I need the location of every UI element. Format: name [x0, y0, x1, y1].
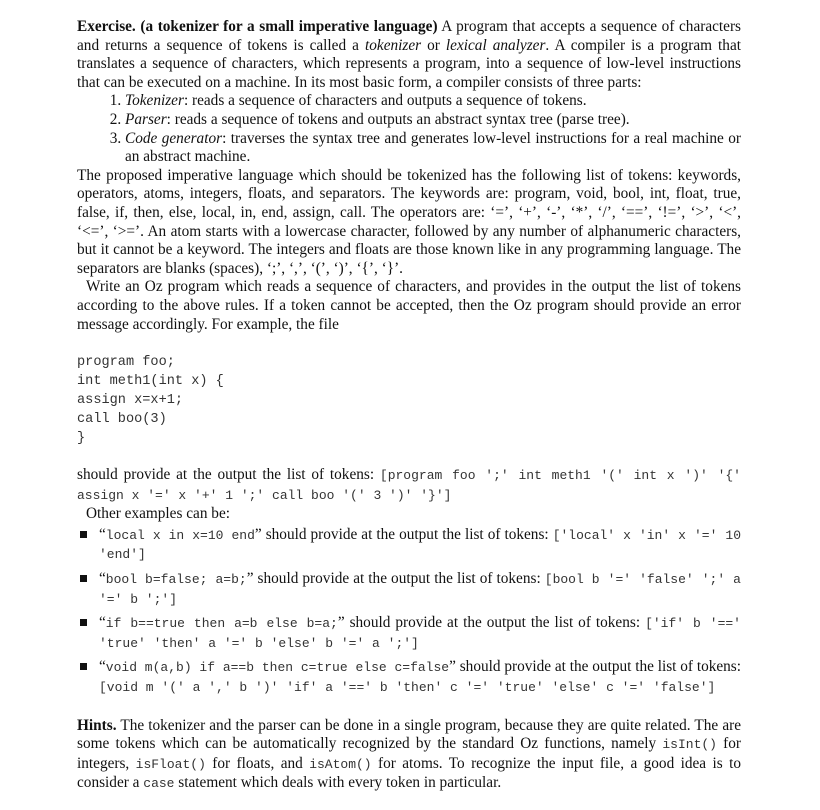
open-quote: “: [99, 525, 106, 543]
output-paragraph: [77, 466, 741, 505]
part-item: [125, 111, 741, 130]
code-line: assign x=x+1;: [77, 393, 184, 409]
other-examples-label: Other examples can be:: [86, 505, 230, 523]
example-item: [99, 526, 741, 565]
code-line: }: [77, 431, 86, 447]
example-input: if b==true then a=b else b=a;: [105, 616, 338, 632]
hints-text: for floats, and: [205, 754, 310, 772]
document-page: [77, 18, 741, 794]
hints-text: The tokenizer and the parser can be done in a single program, because they are quite related. The are some tokens which can be automatically recognized by the standard Oz functions, namely: [77, 716, 741, 753]
fn-isfloat: isFloat(): [135, 756, 206, 772]
example-tokens: [bool b '=' 'false' ';' a '=' b ';']: [99, 572, 741, 607]
part-term: Tokenizer: [125, 92, 184, 110]
example-input: void m(a,b) if a==b then c=true else c=false: [105, 660, 450, 676]
example-input: bool b=false; a=b;: [105, 572, 247, 588]
code-sample: [77, 353, 741, 448]
open-quote: “: [99, 658, 106, 676]
output-tokens: [program foo ';' int meth1 '(' int x ')' '{' assign x '=' x '+' 1 ';' call boo '(' 3 ')' '}']: [77, 468, 741, 503]
part-item: [125, 92, 741, 111]
kw-case: case: [143, 776, 175, 792]
open-quote: “: [99, 614, 106, 632]
example-item: [99, 570, 741, 609]
compiler-parts-list: [77, 92, 741, 166]
fn-isatom: isAtom(): [309, 756, 372, 772]
part-text: : reads a sequence of tokens and outputs an abstract syntax tree (parse tree).: [166, 110, 630, 128]
hints-heading: Hints.: [77, 716, 117, 734]
example-item: [99, 658, 741, 697]
example-input: local x in x=10 end: [105, 527, 255, 543]
bullet-icon: [80, 575, 87, 582]
part-item: [125, 130, 741, 167]
example-text: ” should provide at the output the list of tokens:: [337, 614, 646, 632]
example-text: ” should provide at the output the list of tokens:: [246, 570, 545, 588]
part-text: : reads a sequence of characters and outputs a sequence of tokens.: [183, 92, 587, 110]
intro-text-2: . A compiler is a program that translates a sequence of characters, which represents a program, into a sequence of low-level instructions that can be executed on a machine. In its most basic form, a compiler consists of three parts:: [77, 36, 741, 91]
fn-isint: isInt(): [662, 737, 717, 753]
bullet-icon: [80, 531, 87, 538]
code-line: program foo;: [77, 355, 175, 371]
example-text: ” should provide at the output the list of tokens:: [254, 525, 553, 543]
hints-paragraph: [77, 717, 741, 794]
part-term: Parser: [125, 110, 167, 128]
part-term: Code generator: [125, 129, 223, 147]
intro-or: or: [421, 36, 446, 54]
term-tokenizer: tokenizer: [365, 36, 422, 54]
example-tokens: [void m '(' a ',' b ')' 'if' a '==' b 'then' c '=' 'true' 'else' c '=' 'false']: [99, 680, 716, 696]
term-lexical-analyzer: lexical analyzer: [445, 36, 546, 54]
hints-text: for atoms. To recognize the input file, a good idea is to consider a: [77, 754, 741, 792]
example-item: [99, 614, 741, 653]
example-text: ” should provide at the output the list of tokens:: [449, 658, 742, 676]
example-tokens: ['if' b '==' 'true' 'then' a '=' b 'else' b '=' a ';']: [99, 616, 741, 651]
exercise-heading: Exercise. (a tokenizer for a small imperative language): [77, 18, 438, 35]
code-line: int meth1(int x) {: [77, 374, 224, 390]
code-line: call boo(3): [77, 412, 167, 428]
part-text: : traverses the syntax tree and generates low-level instructions for a real machine or an abstract machine.: [125, 129, 741, 166]
open-quote: “: [99, 570, 106, 588]
bullet-icon: [80, 663, 87, 670]
example-tokens: ['local' x 'in' x '=' 10 'end']: [99, 527, 741, 563]
language-paragraph: The proposed imperative language which should be tokenized has the following list of tokens: keywords, operators, atoms, integers, floats, and separators. The keywords are: program, void, bool, int, float, true, false, if, then, else, local, in, end, assign, call. The operators are: ‘=’, ‘+’, ‘-’, ‘*’, ‘/’, ‘==’, ‘!=’, ‘>’, ‘<’, ‘<=’, ‘>=’. An atom starts with a lowercase character, followed by any number of alphanumeric characters, but it cannot be a keyword. The integers and floats are those known like in any programming language. The separators are blanks (spaces), ‘;’, ‘,’, ‘(’, ‘)’, ‘{’, ‘}’.: [77, 166, 741, 277]
hints-text: statement which deals with every token in particular.: [174, 774, 502, 792]
intro-text-1: A program that accepts a sequence of characters and returns a sequence of tokens is called a: [77, 18, 741, 54]
output-intro: should provide at the output the list of tokens:: [77, 466, 380, 484]
task-paragraph: Write an Oz program which reads a sequence of characters, and provides in the output the list of tokens according to the above rules. If a token cannot be accepted, then the Oz program should provide an error message accordingly. For example, the file: [77, 278, 741, 333]
hints-text: for integers,: [77, 735, 741, 772]
bullet-icon: [80, 619, 87, 626]
examples-list: [77, 526, 741, 698]
intro-paragraph: [77, 18, 741, 92]
